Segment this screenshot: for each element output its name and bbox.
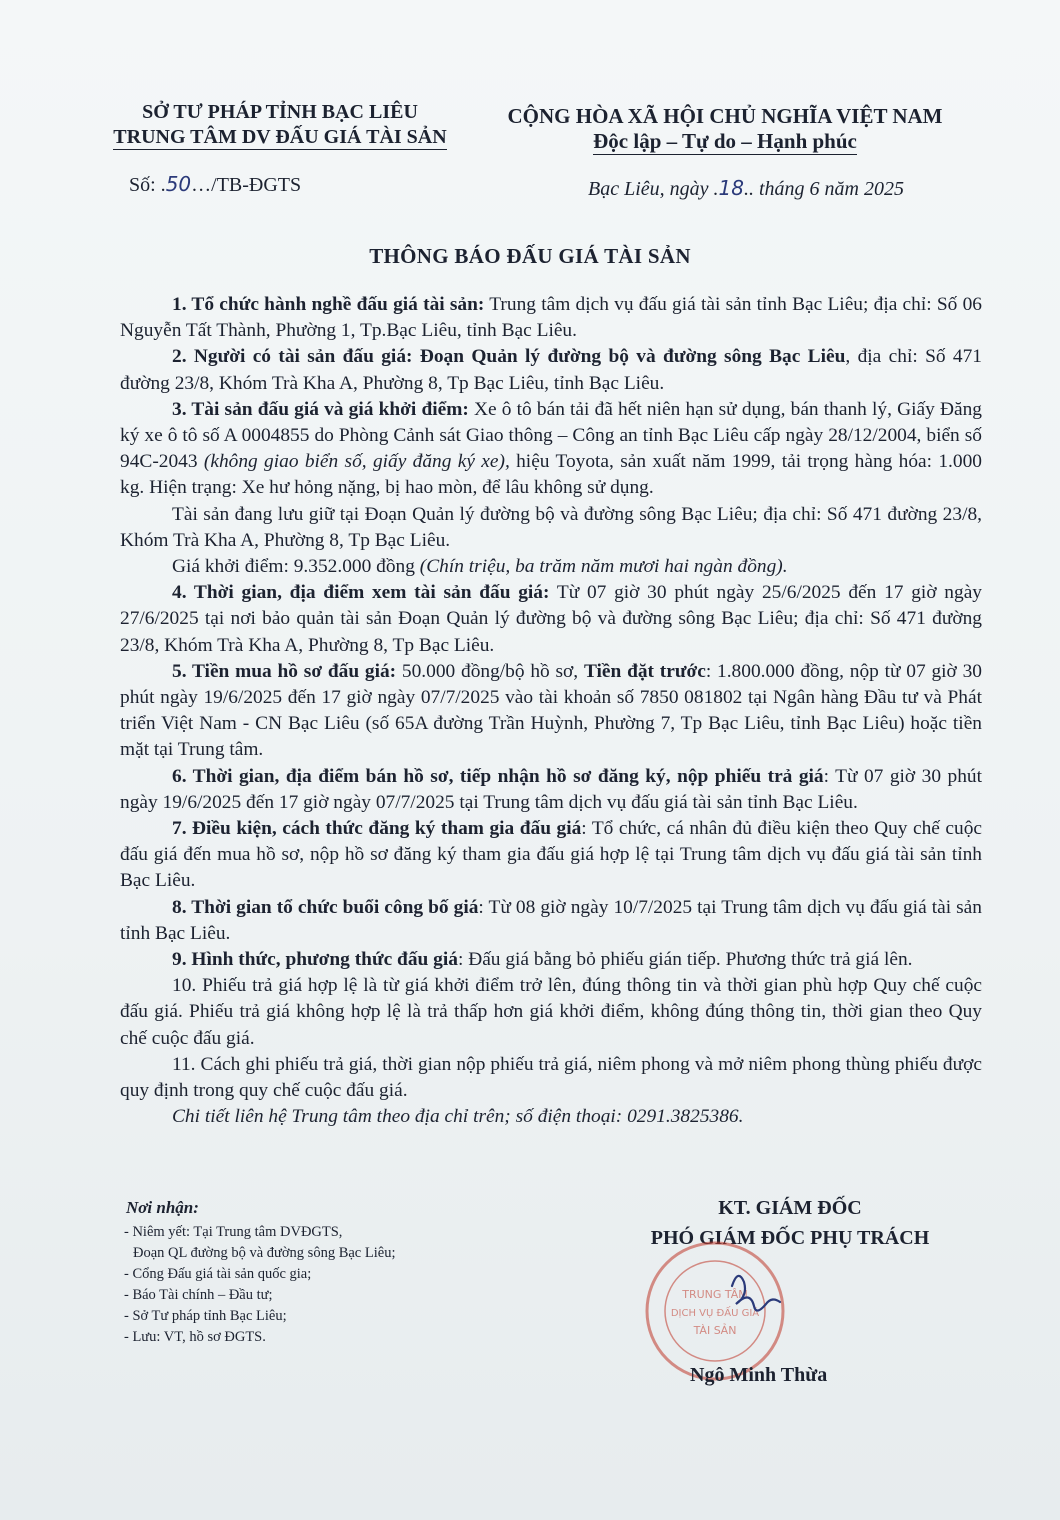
- section-3-storage: Tài sản đang lưu giữ tại Đoạn Quản lý đường bộ và đường sông Bạc Liêu; địa chỉ: Số 471 đường 23/8, Khóm Trà Kha A, Phường 8, Tp Bạc Liêu.: [120, 503, 982, 551]
- org-line-1: SỞ TƯ PHÁP TỈNH BẠC LIÊU: [142, 101, 418, 123]
- issuing-organization: [100, 100, 460, 150]
- seal-text-1: TRUNG TÂM: [682, 1288, 748, 1301]
- national-header: [470, 104, 980, 154]
- section-9: 9. Hình thức, phương thức đấu giá: Đấu giá bằng bỏ phiếu gián tiếp. Phương thức trả giá lên.: [172, 949, 913, 971]
- recipient-item: Đoạn QL đường bộ và đường sông Bạc Liêu;: [133, 1245, 396, 1261]
- place-and-date: Bạc Liêu, ngày .18.. tháng 6 năm 2025: [588, 176, 904, 200]
- section-1: 1. Tổ chức hành nghề đấu giá tài sản: Trung tâm dịch vụ đấu giá tài sản tỉnh Bạc Liêu; địa chỉ: Số 06 Nguyễn Tất Thành, Phường 1, Tp.Bạc Liêu, tỉnh Bạc Liêu.: [120, 294, 982, 342]
- handwritten-day: 18: [718, 176, 744, 200]
- national-motto: Độc lập – Tự do – Hạnh phúc: [593, 129, 857, 153]
- section-3: 3. Tài sản đấu giá và giá khởi điểm: Xe ô tô bán tải đã hết niên hạn sử dụng, bán thanh lý, Giấy Đăng ký xe ô tô số A 0004855 do Phòng Cảnh sát Giao thông – Công an tỉnh Bạc Liêu cấp ngày 28/12/2004, biển số 94C-2043 (không giao biển số, giấy đăng ký xe), hiệu Toyota, sản xuất năm 1999, tải trọng hàng hóa: 1.000 kg. Hiện trạng: Xe hư hỏng nặng, bị hao mòn, để lâu không sử dụng.: [120, 398, 982, 499]
- recipients-list: [124, 1222, 395, 1348]
- signer-name: Ngô Minh Thừa: [690, 1364, 828, 1386]
- document-title: THÔNG BÁO ĐẤU GIÁ TÀI SẢN: [369, 244, 691, 268]
- section-2: 2. Người có tài sản đấu giá: Đoạn Quản lý đường bộ và đường sông Bạc Liêu, địa chỉ: Số 471 đường 23/8, Khóm Trà Kha A, Phường 8, Tp Bạc Liêu, tỉnh Bạc Liêu.: [120, 346, 982, 394]
- document-body: [120, 292, 982, 1131]
- recipient-item: - Niêm yết: Tại Trung tâm DVĐGTS,: [124, 1224, 343, 1240]
- signer-authority: KT. GIÁM ĐỐC: [718, 1197, 862, 1219]
- document-number: Số: .50…/TB-ĐGTS: [129, 172, 302, 196]
- seal-text-3: TÀI SẢN: [693, 1324, 737, 1337]
- contact-line: Chi tiết liên hệ Trung tâm theo địa chỉ trên; số điện thoại: 0291.3825386.: [172, 1106, 744, 1128]
- section-10: 10. Phiếu trả giá hợp lệ là từ giá khởi điểm trở lên, đúng thông tin và thời gian phù hợp Quy chế cuộc đấu giá. Phiếu trả giá không hợp lệ là trả thấp hơn giá khởi điểm, không đúng thông tin, thời gian theo Quy chế cuộc đấu giá.: [120, 975, 982, 1049]
- section-8: 8. Thời gian tổ chức buổi công bố giá: Từ 08 giờ ngày 10/7/2025 tại Trung tâm dịch vụ đấu giá tài sản tỉnh Bạc Liêu.: [120, 896, 982, 944]
- seal-text-2: DỊCH VỤ ĐẤU GIÁ: [670, 1308, 760, 1319]
- section-7: 7. Điều kiện, cách thức đăng ký tham gia đấu giá: Tổ chức, cá nhân đủ điều kiện theo Quy chế cuộc đấu giá đến mua hồ sơ, nộp hồ sơ đăng ký tham gia đấu giá hợp lệ tại Trung tâm dịch vụ đấu giá tài sản tỉnh Bạc Liêu.: [120, 818, 982, 892]
- recipient-item: - Cổng Đấu giá tài sản quốc gia;: [124, 1266, 312, 1282]
- section-11: 11. Cách ghi phiếu trả giá, thời gian nộp phiếu trả giá, niêm phong và mở niêm phong thùng phiếu được quy định trong quy chế cuộc đấu giá.: [120, 1053, 982, 1102]
- country-name: CỘNG HÒA XÃ HỘI CHỦ NGHĨA VIỆT NAM: [507, 104, 943, 128]
- recipient-item: - Sở Tư pháp tỉnh Bạc Liêu;: [124, 1308, 287, 1324]
- handwritten-number: 50: [165, 172, 192, 196]
- section-3-price: Giá khởi điểm: 9.352.000 đồng (Chín triệu, ba trăm năm mươi hai ngàn đồng).: [172, 556, 788, 578]
- recipient-item: - Báo Tài chính – Đầu tư;: [124, 1287, 273, 1303]
- section-5: 5. Tiền mua hồ sơ đấu giá: 50.000 đồng/bộ hồ sơ, Tiền đặt trước: 1.800.000 đồng, nộp từ 07 giờ 30 phút ngày 19/6/2025 đến 17 giờ ngày 07/7/2025 vào tài khoản số 7850 081802 tại Ngân hàng Đầu tư và Phát triển Việt Nam - CN Bạc Liêu (số 65A đường Trần Huỳnh, Phường 7, Tp Bạc Liêu, tỉnh Bạc Liêu) hoặc tiền mặt tại Trung tâm.: [120, 660, 982, 761]
- signer-title: PHÓ GIÁM ĐỐC PHỤ TRÁCH: [650, 1227, 930, 1249]
- section-4: 4. Thời gian, địa điểm xem tài sản đấu giá: Từ 07 giờ 30 phút ngày 25/6/2025 đến 17 giờ ngày 27/6/2025 tại nơi bảo quản tài sản Đoạn Quản lý đường bộ và đường sông Bạc Liêu; địa chỉ: Số 471 đường 23/8, Khóm Trà Kha A, Phường 8, Tp Bạc Liêu.: [120, 582, 983, 656]
- recipients-title: Nơi nhận:: [126, 1198, 199, 1217]
- section-6: 6. Thời gian, địa điểm bán hồ sơ, tiếp nhận hồ sơ đăng ký, nộp phiếu trả giá: Từ 07 giờ 30 phút ngày 19/6/2025 đến 17 giờ ngày 07/7/2025 tại Trung tâm dịch vụ đấu giá tài sản tỉnh Bạc Liêu.: [120, 765, 982, 813]
- org-line-2: TRUNG TÂM DV ĐẤU GIÁ TÀI SẢN: [113, 126, 447, 148]
- recipient-item: - Lưu: VT, hồ sơ ĐGTS.: [124, 1329, 266, 1345]
